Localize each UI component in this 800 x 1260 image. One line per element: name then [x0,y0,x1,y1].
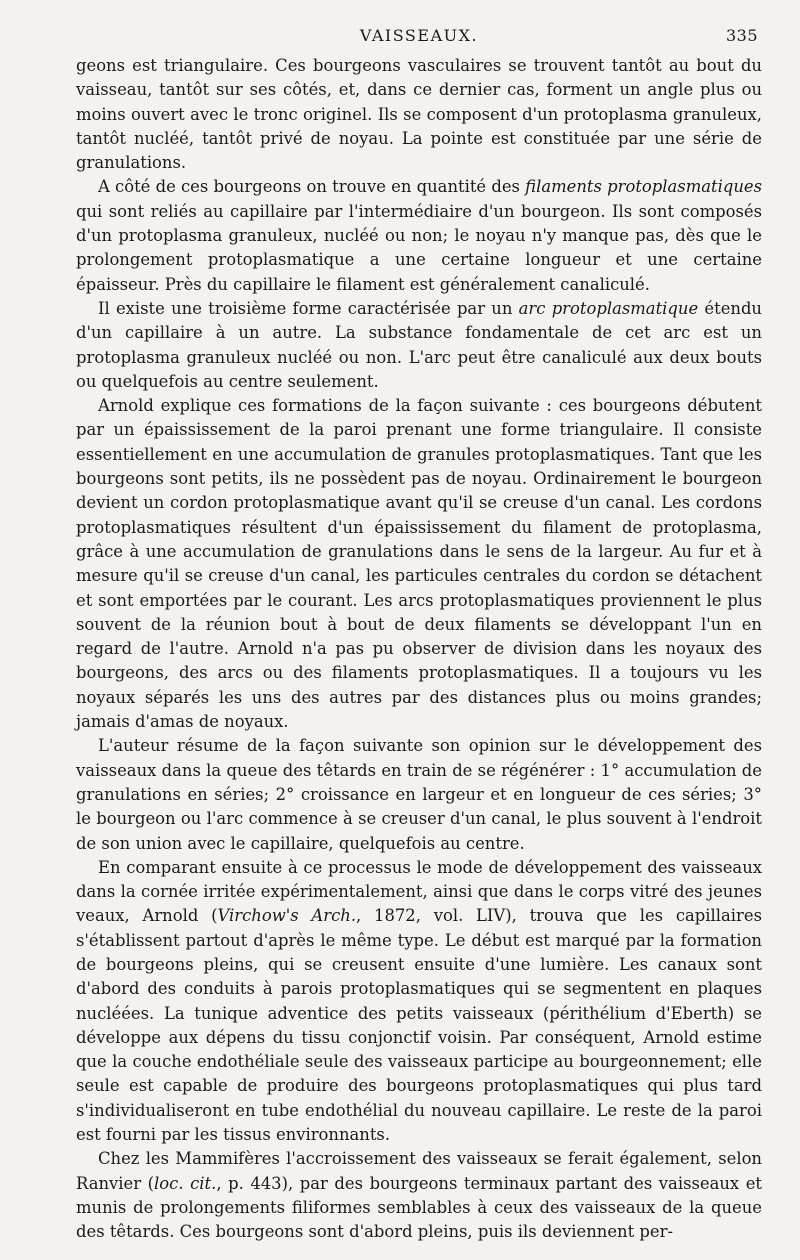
text-run: L'auteur résume de la façon suivante son opinion sur le développement des vaisseaux dans la queue des têtards en train de se régénérer : 1° accumulation de granulations en séries; 2° croissance en largeur et en longueur de ces séries; 3° le bourgeon ou l'arc commence à se creuser d'un canal, le plus souvent à l'endroit de son union avec le capillaire, quelquefois au centre. [76,736,762,853]
paragraph [76,175,762,296]
paragraph [76,1147,762,1244]
paragraph [76,394,762,734]
text-run: Chez les Mammifères l'accroissement des vaisseaux se ferait également, selon Ranvier ( [76,1149,762,1193]
text-run: A côté de ces bourgeons on trouve en quantité des [98,177,526,197]
italic-text: loc. cit. [154,1173,217,1193]
running-header [76,20,762,50]
italic-text: Virchow's Arch. [217,906,357,926]
text-run: , 1872, vol. LIV), trouva que les capillaires s'établissent partout d'après le même type. Le début est marqué par la formation de bourgeons pleins, qui se creusent ensuite d'une lumière. Les canaux sont d'abord des conduits à parois protoplasmatiques qui se segmentent en plaques nucléées. La tunique adventice des petits vaisseaux (périthélium d'Eberth) se développe aux dépens du tissu conjonctif voisin. Par conséquent, Arnold estime que la couche endothéliale seule des vaisseaux participe au bourgeonnement; elle seule est capable de produire des bourgeons protoplasmatiques qui plus tard s'individualiseront en tube endothélial du nouveau capillaire. Le reste de la paroi est fourni par les tissus environnants. [76,906,762,1145]
text-run: En comparant ensuite à ce processus le mode de développement des vaisseaux dans la cornée irritée expérimentalement, ainsi que dans le corps vitré des jeunes veaux, Arnold ( [76,857,762,926]
body-text [76,54,762,1245]
paragraph [76,734,762,855]
text-run: Arnold explique ces formations de la façon suivante : ces bourgeons débutent par un épaississement de la paroi prenant une forme triangulaire. Il consiste essentiellement en une accumulation de granules protoplasmatiques. Tant que les bourgeons sont petits, ils ne possèdent pas de noyau. Ordinairement le bourgeon devient un cordon protoplasmatique avant qu'il se creuse d'un canal. Les cordons protoplasmatiques résultent d'un épaississement du filament de protoplasma, grâce à une accumulation de granulations dans le sens de la largeur. Au fur et à mesure qu'il se creuse d'un canal, les particules centrales du cordon se détachent et sont emportées par le courant. Les arcs protoplasmatiques proviennent le plus souvent de la réunion bout à bout de deux filaments se développant l'un en regard de l'autre. Arnold n'a pas pu observer de division dans les noyaux des bourgeons, des arcs ou des filaments protoplasmatiques. Il a toujours vu les noyaux séparés les uns des autres par des distances plus ou moins grandes; jamais d'amas de noyaux. [76,396,762,732]
paragraph [76,297,762,394]
running-title: VAISSEAUX. [359,26,479,45]
italic-text: arc protoplasmatique [518,298,699,318]
page-number: 335 [725,26,758,45]
text-run: qui sont reliés au capillaire par l'intermédiaire d'un bourgeon. Ils sont composés d'un protoplasma granuleux, nucléé ou non; le noyau n'y manque pas, dès que le prolongement protoplasmatique a une certaine longueur et une certaine épaisseur. Près du capillaire le filament est généralement canaliculé. [76,201,762,294]
text-run: geons est triangulaire. Ces bourgeons vasculaires se trouvent tantôt au bout du vaisseau, tantôt sur ses côtés, et, dans ce dernier cas, forment un angle plus ou moins ouvert avec le tronc originel. Ils se composent d'un protoplasma granuleux, tantôt nucléé, tantôt privé de noyau. La pointe est constituée par une série de granulations. [76,56,762,173]
text-run: étendu d'un capillaire à un autre. La substance fondamentale de cet arc est un protoplasma granuleux nucléé ou non. L'arc peut être canaliculé aux deux bouts ou quelquefois au centre seulement. [76,298,762,391]
text-run: Il existe une troisième forme caractérisée par un [98,298,519,318]
text-run: , p. 443), par des bourgeons terminaux partant des vaisseaux et munis de prolongements filiformes semblables à ceux des vaisseaux de la queue des têtards. Ces bourgeons sont d'abord pleins, puis ils deviennent per- [76,1173,763,1242]
paragraph [76,54,762,175]
italic-text: filaments protoplasmatiques [525,177,763,197]
paragraph [76,856,762,1148]
